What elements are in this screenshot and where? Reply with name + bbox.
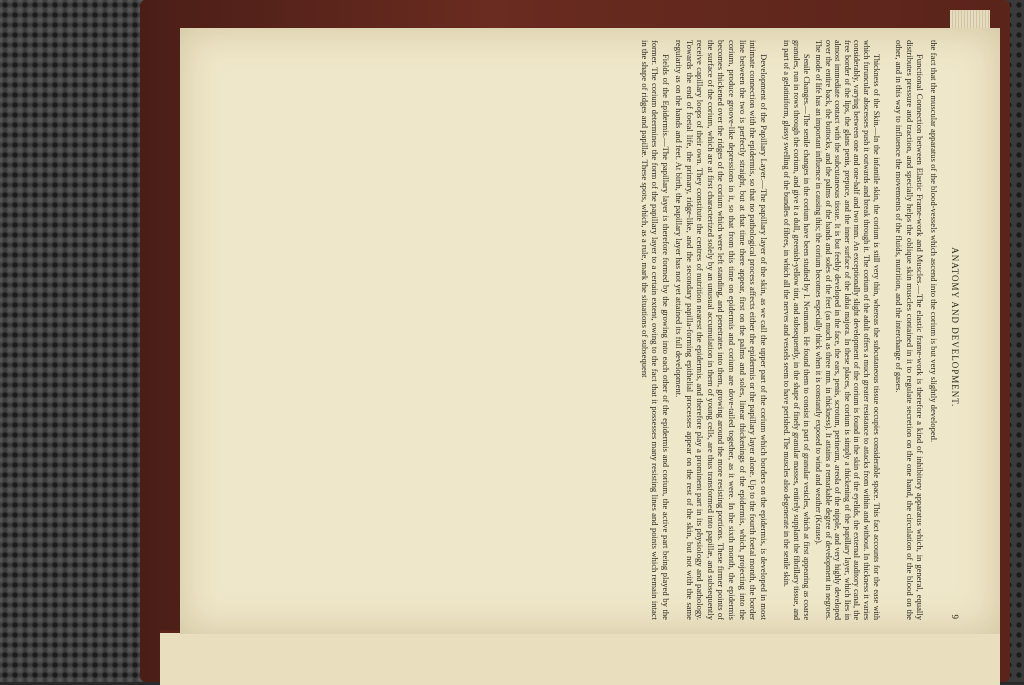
paragraph: Functional Connection between Elastic Frame-work and Muscles.—The elastic frame-work is therefore a kind of inhibitory apparatus which, in general, equally distributes pressure and traction, and specially helps the oblique skin muscles contained in it to regulate secretion on the one hand, the circulation of the blood on the other, and in this way to influence the movements of the fluids, nutrition, and the interchange of gases. <box>894 40 926 620</box>
paragraph: Fields of the Epidermis.—The papillary layer is therefore formed by the growing into each other of the epidermis and corium, the active part being played by the former. The corium determines the form of the papillary layer to a certain extent, owing to the fact that it possesses many resisting lines and points which remain intact in the shape of ridges and papillæ. These spots, which, as a rule, mark the situations of subsequent <box>639 40 671 620</box>
paragraph: Senile Changes.—The senile changes in the corium have been studied by I. Neumann. He found them to consist in part of granular vesicles, which at first appearing as coarse granules, run in rows through the corium, and give it a dull, greenish-yellow tint, and subsequently, in the shape of finely granular masses, entirely supplant the fibrillary tissue, and in part of a gelatiniform, glassy swelling of the bundles of fibres, in which all the nerves and vessels seem to have perished. The muscles also degenerate in the senile skin. <box>782 40 811 620</box>
paragraph: Thickness of the Skin.—In the infantile skin, the corium is still very thin, whereas the subcutaneous tissue occupies considerable space. This fact accounts for the ease with which furuncular abscesses push it outwards and break through it. The corium of the adult offers a much greater resistance to attacks from within and without. In thickness it varies considerably, varying between one and one-half and two mm. An exceptionally slight development of the corium is found in the skin of the eyelids, the external auditory canal, the free border of the lips, the glans penis, prepuce, and the inner surface of the labia majora. In these places, the corium is simply a thickening of the papillary layer, which lies in almost immediate contact with the subcutaneous tissue. It is but feebly developed in the face, the ears, penis, scrotum, perineum, areola of the nipple, and very highly developed over the entire back, the buttocks, and the palms of the hands and soles of the feet (as much as three mm. in thickness). It attains a remarkable degree of development in negroes. The mode of life has an important influence in causing this; the corium becomes especially thick when it is constantly exposed to wind and weather (Krause). <box>814 40 881 620</box>
page-number: 9 <box>950 614 960 620</box>
background-mesh-left <box>0 0 160 682</box>
running-header <box>949 40 960 620</box>
paragraph: the fact that the muscular apparatus of the blood-vessels which ascend into the corium is but very slightly developed. <box>928 40 939 443</box>
rotated-page-text <box>220 40 960 620</box>
paragraph: Development of the Papillary Layer.—The papillary layer of the skin, as we call the upper part of the corium which borders on the epidermis, is developed in most intimate connection with the epidermis, so that no pathological process affects either the epidermis or the papillary layer alone. Up to the fourth foetal month, the border line between the two is perfectly straight, but at that time there appear, first on the palms and soles, linear thickenings of the epidermis, which, projecting into the corium, produce groove-like depressions in it, so that from this time on epidermis and corium are dove-tailed together, as it were. In the sixth month, the epidermis becomes thickened over the ridges of the corium which were left standing, and penetrates into them, growing around the more resisting portions. These firmer points of the surface of the corium, which are at first characterized solely by an unusual accumulation in them of young cells, are thus transformed into papillæ, and subsequently receive capillary loops of their own. They constitute the centres of nutrition nearest the epidermis, and therefore play a prominent part in its physiology and pathology. Towards the end of foetal life, the primary, ridge-like, and the secondary papilla-forming epithelial processes appear on the rest of the skin, but not with the same regularity as on the hands and feet. At birth, the papillary layer has not yet attained its full development. <box>674 40 769 620</box>
facing-page <box>160 630 1000 685</box>
page-title: ANATOMY AND DEVELOPMENT. <box>950 247 960 408</box>
